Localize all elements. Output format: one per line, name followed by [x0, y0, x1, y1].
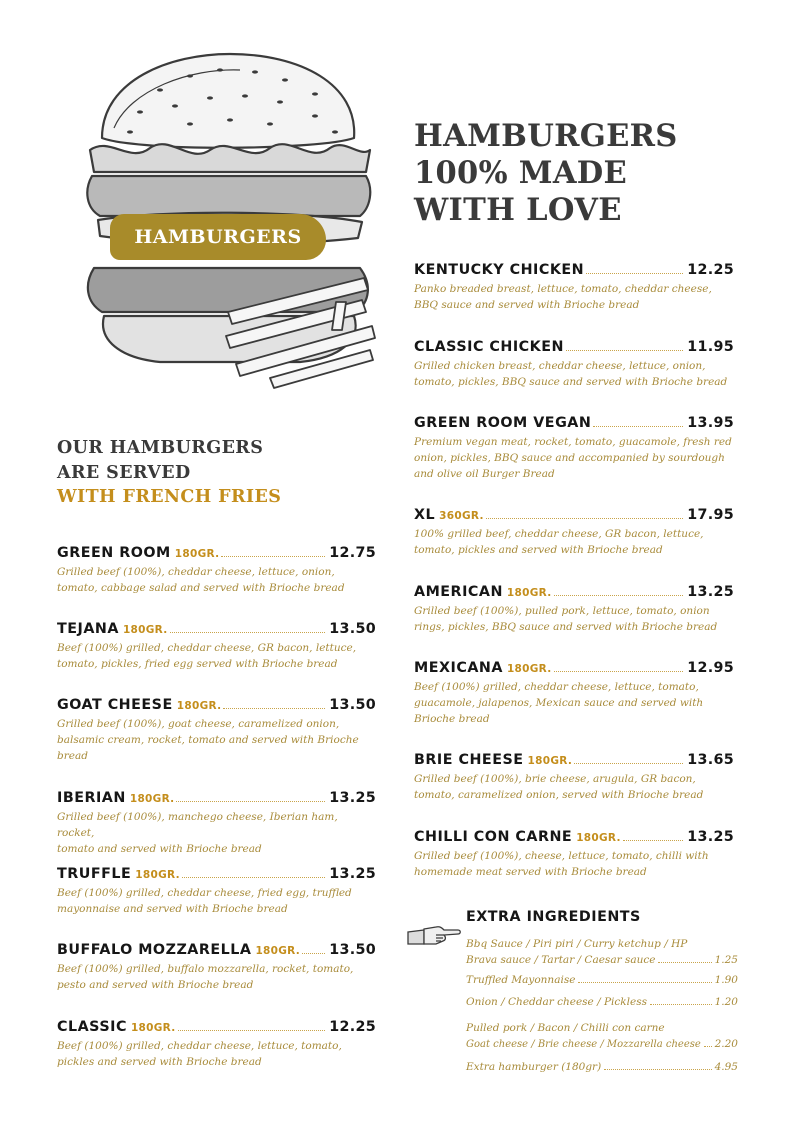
item-weight: 180GR. [135, 869, 180, 881]
item-name: TEJANA [57, 621, 119, 637]
dot-leader [704, 1046, 712, 1047]
desc-line: balsamic cream, rocket, tomato and served with Brioche [57, 734, 359, 746]
desc-line: homemade meat served with Brioche bread [414, 866, 647, 878]
desc-line: Beef (100%) grilled, cheddar cheese, fried egg, truffled [57, 887, 352, 899]
hero-line: WITH LOVE [414, 192, 622, 228]
desc-line: mayonnaise and served with Brioche bread [57, 903, 288, 915]
extra-row [466, 1059, 738, 1075]
menu-item [57, 621, 376, 672]
item-description [57, 885, 376, 917]
item-description [57, 716, 376, 764]
extra-line: Pulled pork / Bacon / Chilli con carne [466, 1022, 665, 1034]
item-description [414, 603, 734, 635]
menu-item [414, 752, 734, 803]
intro-highlight: WITH FRENCH FRIES [57, 487, 282, 507]
item-name: KENTUCKY CHICKEN [414, 262, 585, 278]
hero-line: 100% MADE [414, 155, 628, 191]
item-price: 13.50 [329, 697, 376, 713]
item-name: GREEN ROOM VEGAN [414, 415, 592, 431]
menu-item [414, 507, 734, 558]
dot-leader [593, 426, 683, 427]
desc-line: Brioche bread [414, 713, 490, 725]
dot-leader [178, 1030, 326, 1031]
desc-line: Panko breaded breast, lettuce, tomato, cheddar cheese, [414, 283, 712, 295]
dot-leader [223, 708, 325, 709]
dot-leader [586, 273, 683, 274]
item-name: BUFFALO MOZZARELLA [57, 942, 252, 958]
item-weight: 180GR. [527, 755, 573, 767]
item-name: BRIE CHEESE [414, 752, 524, 768]
desc-line: tomato, caramelized onion, served with Brioche bread [414, 789, 704, 801]
extra-price: 4.95 [714, 1061, 738, 1073]
desc-line: and olive oil Burger Bread [414, 468, 555, 480]
dot-leader [486, 518, 684, 519]
dot-leader [604, 1069, 711, 1070]
item-description [57, 1038, 376, 1070]
dot-leader [566, 350, 683, 351]
extra-row [466, 972, 738, 988]
extra-price: 1.20 [714, 996, 738, 1008]
dot-leader [221, 556, 325, 557]
desc-line: Premium vegan meat, rocket, tomato, guacamole, fresh red [414, 436, 732, 448]
item-name: IBERIAN [57, 790, 126, 806]
item-description [414, 358, 734, 390]
item-weight: 180GR. [129, 793, 175, 805]
item-price: 13.25 [687, 584, 734, 600]
extra-line: Bbq Sauce / Piri piri / Curry ketchup / HP [466, 938, 688, 950]
menu-item [414, 660, 734, 727]
hero-line: HAMBURGERS [414, 118, 678, 154]
pointing-hand-icon [406, 922, 462, 948]
item-weight: 180GR. [130, 1022, 176, 1034]
dot-leader [182, 877, 325, 878]
item-name: CLASSIC [57, 1019, 127, 1035]
hero-title [414, 118, 744, 229]
item-description [414, 771, 734, 803]
menu-item [57, 545, 376, 596]
intro-line: ARE SERVED [57, 462, 191, 483]
item-price: 13.25 [687, 829, 734, 845]
item-name: AMERICAN [414, 584, 503, 600]
item-description [57, 809, 376, 857]
extras-list [466, 936, 738, 1075]
item-weight: 360GR. [439, 510, 484, 522]
extra-label: Onion / Cheddar cheese / Pickless [466, 996, 647, 1008]
dot-leader [170, 632, 326, 633]
dot-leader [658, 962, 711, 963]
desc-line: tomato, pickles, BBQ sauce and served with Brioche bread [414, 376, 728, 388]
desc-line: Grilled beef (100%), cheddar cheese, lettuce, onion, [57, 566, 335, 578]
item-weight: 180GR. [506, 587, 552, 599]
item-price: 13.25 [329, 790, 376, 806]
item-price: 17.95 [687, 507, 734, 523]
item-weight: 180GR. [122, 624, 168, 636]
item-description [414, 281, 734, 313]
item-weight: 180GR. [576, 832, 621, 844]
dot-leader [554, 671, 684, 672]
extras-title: EXTRA INGREDIENTS [466, 909, 641, 925]
item-description [57, 961, 376, 993]
item-description [414, 526, 734, 558]
item-name: GOAT CHEESE [57, 697, 173, 713]
item-price: 12.25 [687, 262, 734, 278]
menu-item [414, 584, 734, 635]
item-name: CLASSIC CHICKEN [414, 339, 564, 355]
desc-line: Grilled beef (100%), pulled pork, lettuce, tomato, onion [414, 605, 710, 617]
dot-leader [578, 982, 711, 983]
menu-item [57, 1019, 376, 1070]
desc-line: Beef (100%) grilled, cheddar cheese, lettuce, tomato, [414, 681, 699, 693]
item-name: TRUFFLE [57, 866, 132, 882]
desc-line: bread [57, 750, 88, 762]
desc-line: Grilled chicken breast, cheddar cheese, lettuce, onion, [414, 360, 706, 372]
desc-line: Grilled beef (100%), goat cheese, caramelized onion, [57, 718, 340, 730]
dot-leader [302, 953, 325, 954]
item-name: MEXICANA [414, 660, 503, 676]
item-price: 13.50 [329, 621, 376, 637]
item-price: 12.75 [329, 545, 376, 561]
desc-line: pesto and served with Brioche bread [57, 979, 254, 991]
item-price: 13.25 [329, 866, 376, 882]
item-weight: 180GR. [255, 945, 301, 957]
item-price: 13.50 [329, 942, 376, 958]
menu-item [414, 415, 734, 482]
menu-item [414, 829, 734, 880]
desc-line: Beef (100%) grilled, cheddar cheese, lettuce, tomato, [57, 1040, 342, 1052]
extra-label: Brava sauce / Tartar / Caesar sauce [466, 954, 656, 966]
menu-item [57, 942, 376, 993]
item-price: 12.95 [687, 660, 734, 676]
menu-item [57, 790, 376, 857]
desc-line: BBQ sauce and served with Brioche bread [414, 299, 640, 311]
extra-price: 2.20 [714, 1038, 738, 1050]
desc-line: pickles and served with Brioche bread [57, 1056, 262, 1068]
menu-item [57, 697, 376, 764]
extra-label: Goat cheese / Brie cheese / Mozzarella cheese [466, 1039, 701, 1050]
desc-line: guacamole, jalapenos, Mexican sauce and served with [414, 697, 704, 709]
item-description [414, 679, 734, 727]
desc-line: rings, pickles, BBQ sauce and served with Brioche bread [414, 621, 718, 633]
extra-price: 1.25 [714, 954, 738, 966]
extra-row [466, 994, 738, 1010]
item-name: CHILLI CON CARNE [414, 829, 573, 845]
desc-line: Grilled beef (100%), cheese, lettuce, tomato, chilli with [414, 850, 709, 862]
menu-item [414, 339, 734, 390]
intro-heading [57, 436, 377, 510]
desc-line: tomato, cabbage salad and served with Brioche bread [57, 582, 345, 594]
desc-line: Beef (100%) grilled, cheddar cheese, GR bacon, lettuce, [57, 642, 357, 654]
item-price: 13.95 [687, 415, 734, 431]
item-price: 13.65 [687, 752, 734, 768]
extra-label: Extra hamburger (180gr) [466, 1061, 602, 1073]
item-description [414, 848, 734, 880]
dot-leader [176, 801, 325, 802]
dot-leader [623, 840, 683, 841]
desc-line: tomato and served with Brioche bread [57, 843, 262, 855]
extra-row [466, 952, 738, 968]
desc-line: Grilled beef (100%), brie cheese, arugula, GR bacon, [414, 773, 696, 785]
extra-label: Truffled Mayonnaise [466, 974, 576, 986]
item-weight: 180GR. [506, 663, 552, 675]
item-price: 12.25 [329, 1019, 376, 1035]
item-description [414, 434, 734, 482]
intro-line: OUR HAMBURGERS [57, 438, 264, 458]
extra-row [466, 1036, 738, 1053]
dot-leader [650, 1004, 712, 1005]
desc-line: onion, pickles, BBQ sauce and accompanied by sourdough [414, 452, 725, 464]
desc-line: 100% grilled beef, cheddar cheese, GR bacon, lettuce, [414, 528, 704, 540]
desc-line: Grilled beef (100%), manchego cheese, Iberian ham, rocket, [57, 811, 338, 839]
item-price: 11.95 [687, 339, 734, 355]
item-name: XL [414, 507, 436, 523]
item-weight: 180GR. [176, 700, 222, 712]
extra-price: 1.90 [714, 974, 738, 986]
menu-item [57, 866, 376, 917]
item-name: GREEN ROOM [57, 545, 171, 561]
hamburgers-badge: HAMBURGERS [110, 214, 326, 260]
dot-leader [554, 595, 684, 596]
desc-line: tomato, pickles and served with Brioche bread [414, 544, 663, 556]
item-description [57, 640, 376, 672]
item-description [57, 564, 376, 596]
desc-line: Beef (100%) grilled, buffalo mozzarella, rocket, tomato, [57, 963, 354, 975]
desc-line: tomato, pickles, fried egg served with Brioche bread [57, 658, 338, 670]
dot-leader [574, 763, 683, 764]
item-weight: 180GR. [174, 548, 220, 560]
menu-item [414, 262, 734, 313]
